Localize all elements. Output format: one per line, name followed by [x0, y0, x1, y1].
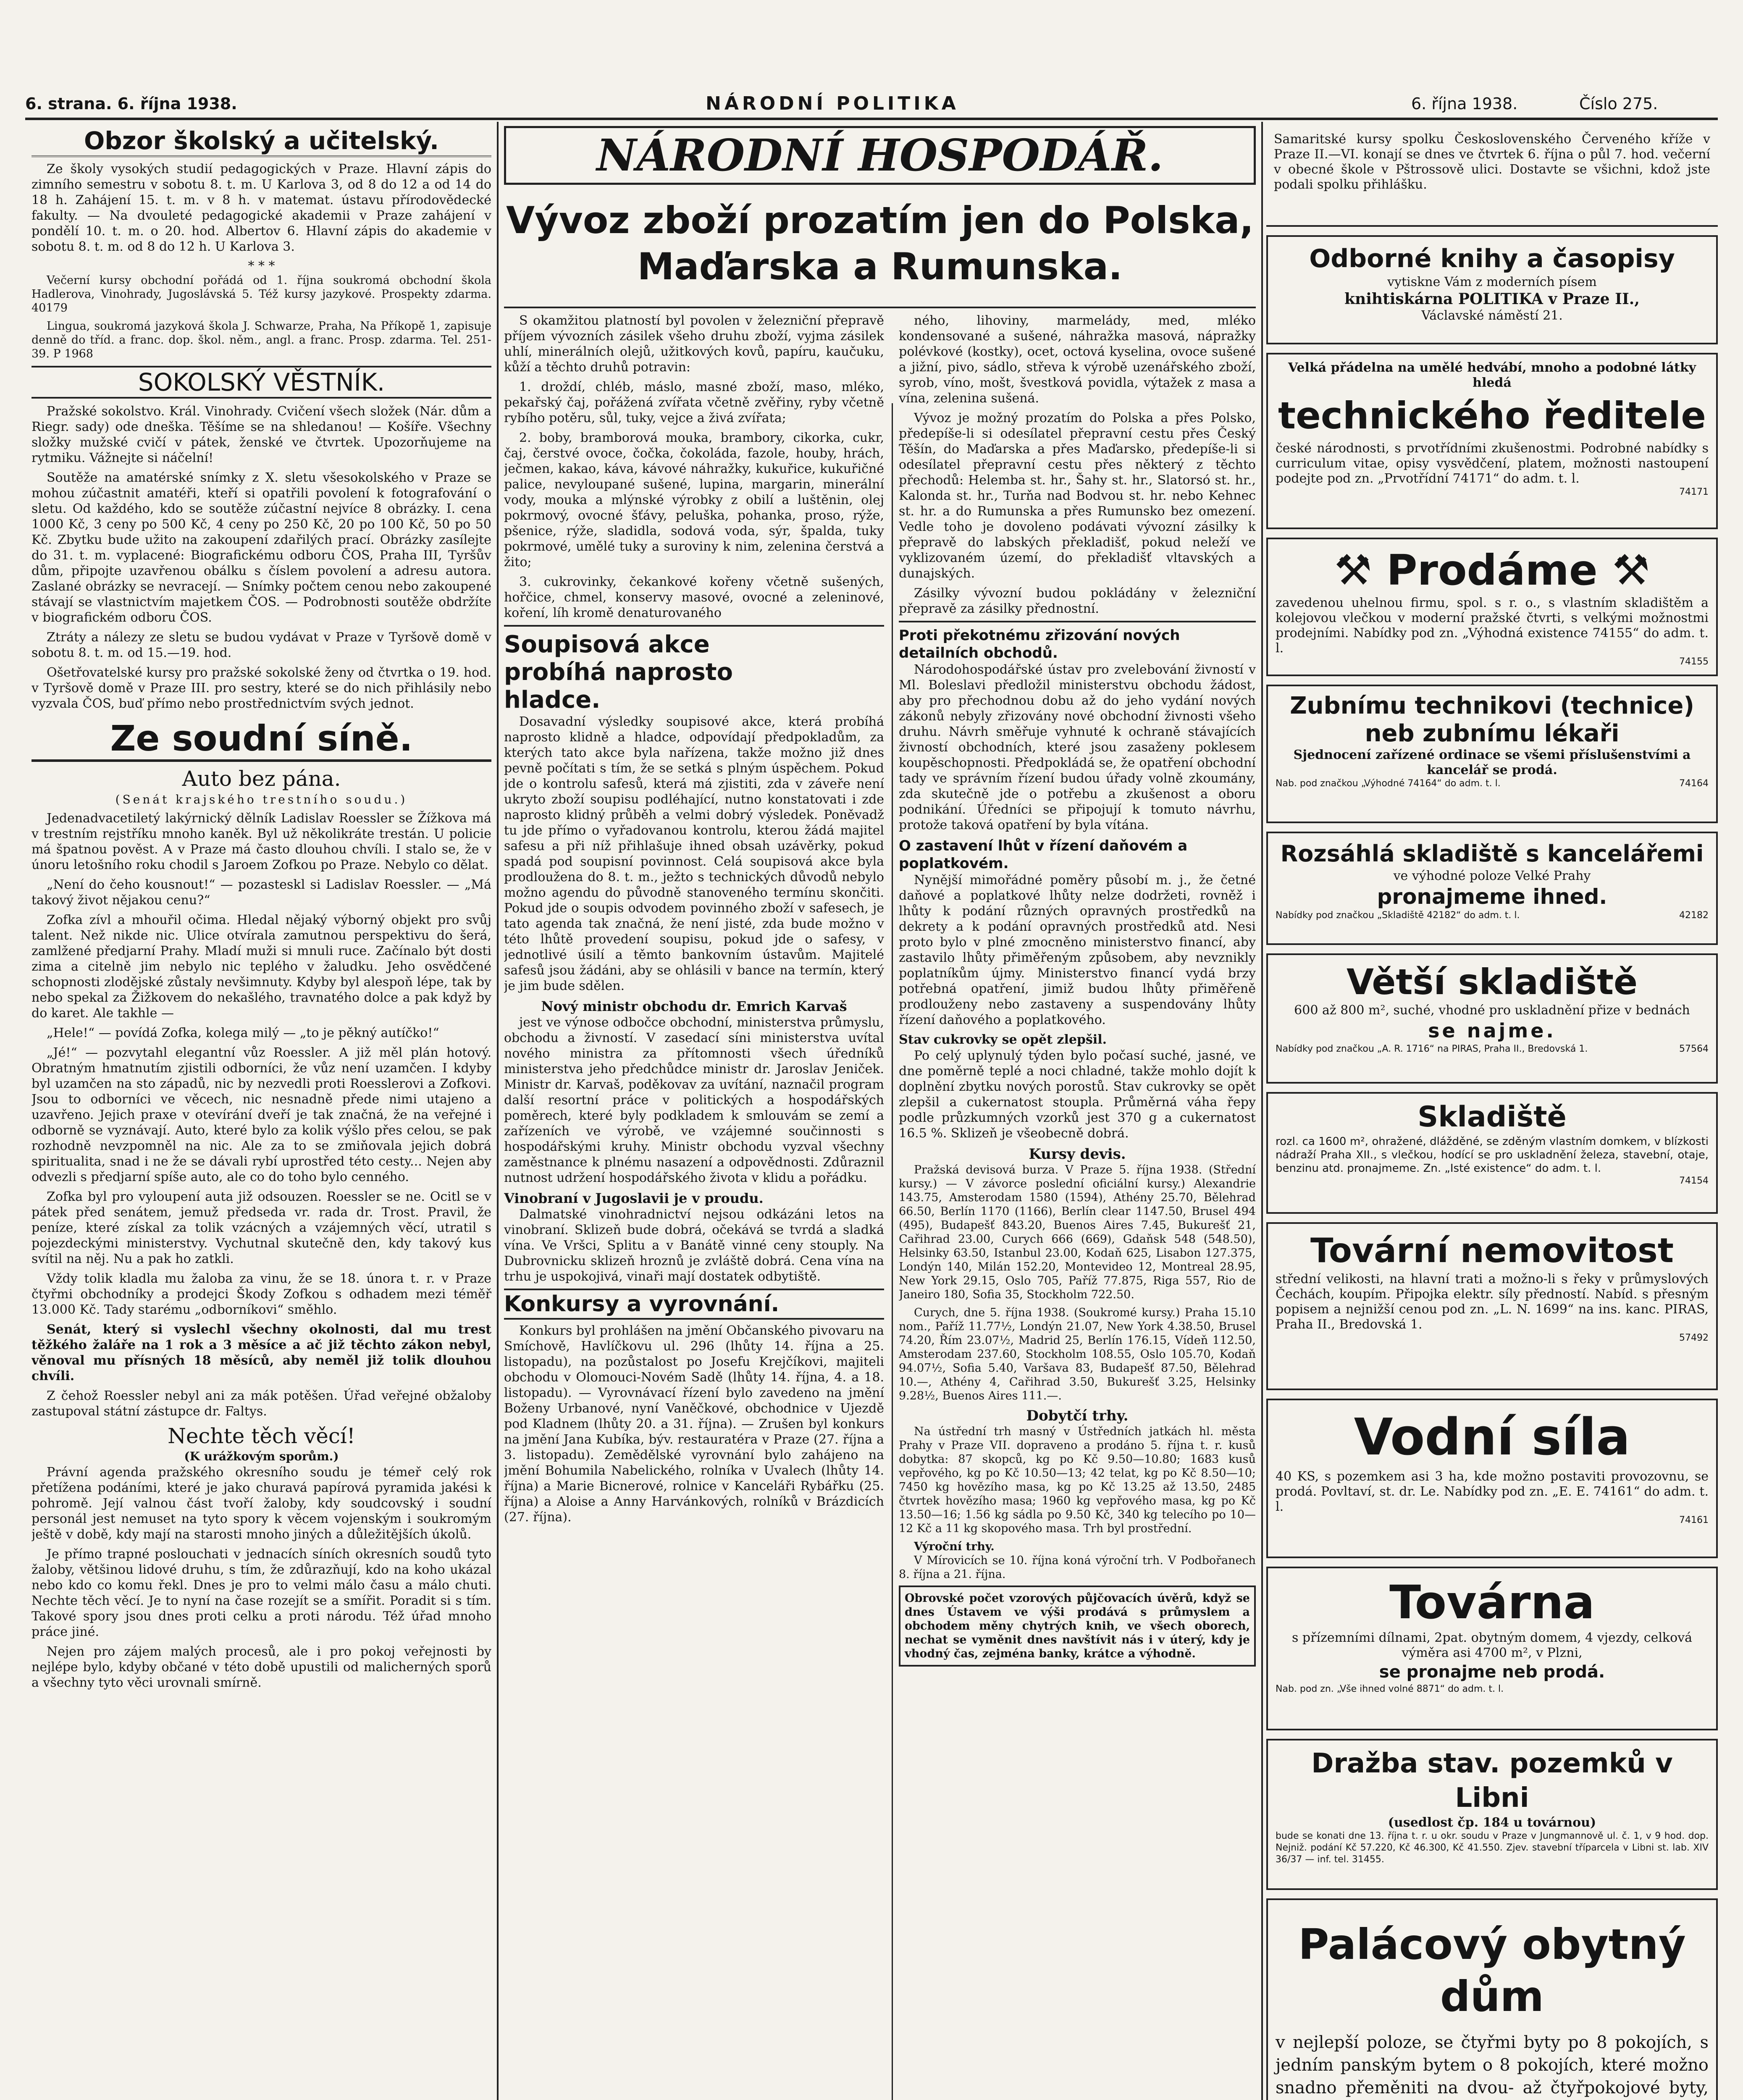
prodame-label: Prodáme: [1386, 546, 1598, 595]
school-text: Ze školy vysokých studií pedagogických v Praze. Hlavní zápis do zimního semestru v sobotu 8. t. m. U Karlova 3, od 8 do 12 a od 14 do 18 h. Zahájení 15. t. m. v 8 h. v matemat. ústavu přírodovědecké fakulty. — Na dvouleté pedagogické akademii v Praze zahájení v pondělí 10. t. m. o 20. hod. Albertov 6. Hlavní zápis do akademie v sobotu 8. t. m. od 8 do 12 h. U Karlova 3.: [32, 162, 491, 254]
sklad2-code: 74154: [1679, 1176, 1709, 1186]
nechte-article-subtitle: (K urážkovým sporům.): [184, 1449, 339, 1463]
tovarna-text: s přízemními dílnami, 2pat. obytným domem, 4 vjezdy, celková výměra asi 4700 m², v Plzni,: [1292, 1630, 1692, 1660]
minister-text: jest ve výnose odbočce obchodní, ministerstva průmyslu, obchodu a živností. V zasedací síni ministerstva uvítal nového ministra za přítomnosti všech úředníků ministerstva jeho předchůdce ministr dr. Jaroslav Jeniček. Ministr dr. Karvaš, poděkovav za uvítání, naznačil program další resortní práce v politických a hospodářských poměrech, které byly podkladem k smlouvám se zemí a zařízeních ve výrobě, ve vzájemné součinnosti s hospodářskými kruhy. Ministr obchodu vyzval všechny zaměstnance k plnému nasazení a odpovědnosti. Zdůraznil nutnost udržení hospodářského života v klidu a pořádku.: [504, 1015, 884, 1185]
sokol-para: Soutěže na amatérské snímky z X. sletu všesokolského v Praze se mohou zúčastnit amatéři, kteří si opatřili povolení k fotografování o sletu. Od každého, kdo se soutěže zúčastní nejvíce 8 obrázky. I. cena 1000 Kč, 3 ceny po 500 Kč, 4 ceny po 250 Kč, 20 po 100 Kč, 50 po 50 Kč. Zbytku bude užito na zakoupení zdařilých prací. Obrázky zasílejte do 31. t. m. vyplacené: Biografickému odboru ČOS, Praha III, Tyršův dům, připojte uzavřenou obálku s číslem povolení a adresu autora. Zaslané obrázky se nevracejí. — Snímky počtem cenou nebo zakoupené stávají se vlastnictvím majetkem ČOS. — Podrobnosti soutěže obdržíte v biografickém odboru ČOS.: [32, 470, 491, 625]
court-section-title: Ze soudní síně.: [32, 717, 491, 762]
hammer-icon: ⚒: [1597, 546, 1650, 595]
divider: [899, 621, 1256, 622]
ad-auction: [1266, 1739, 1718, 1890]
nechte-para: Právní agenda pražského okresního soudu je témeř celý rok přetížena podáními, které je jako churavá papírová pyramida jakési k pohromě. Její valnou část tvoří žaloby, kdy soudcovský i soudní personál jest nemuset na tyto spory k věcem vojenským i soukromým ještě v době, kdy mají na starosti mnoho jiných a důležitějších úkolů.: [32, 1465, 491, 1542]
sklad1-code: 42182: [1679, 910, 1709, 921]
tech-text: české národnosti, s prvotřídními zkušenostmi. Podrobné nabídky s curriculum vitae, opisy vysvědčení, platem, možnosti nastoupení podejte pod zn. „Prvotřídní 74171“ do adm. t. l.: [1276, 441, 1709, 486]
auto-para: Zofka byl pro vyloupení auta již odsouzen. Roessler se ne. Ocitl se v pátek před senátem, jemuž předseda vr. rada dr. Trost. Pravil, že peníze, které získal za tolik vzácných a vzájemných věcí, utratil s pojezdeckými ministerstvy. Vychutnal skutečně den, kdy takový kus svítil na něj. Nu a pak ho zatkli.: [32, 1189, 491, 1266]
zub-big: Zubnímu technikovi (technice) neb zubnímu lékaři: [1290, 692, 1694, 747]
ad-prodame: [1266, 538, 1718, 676]
nechte-para: Je přímo trapné poslouchati v jednacích síních okresních soudů tyto žaloby, většinou lidové druhu, s tím, že zdůrazňují, kdo na koho ukázal nebo kdo co komu řekl. Dnes je pro to velmi málo času a málo chuti. Nechte těch věcí. Je to nyní na čase rozejít se a smířit. Poradit si s tím. Takové spory jsou dnes proti celku a proti národu. Též úřad mnoho práce jiné.: [32, 1547, 491, 1639]
auto-para: Z čehož Roessler nebyl ani za mák potěšen. Úřad veřejné obžaloby zastupoval státní zástupce dr. Faltys.: [32, 1389, 491, 1419]
school-ad-1: Večerní kursy obchodní pořádá od 1. října soukromá obchodní škola Hadlerova, Vinohrady, Jugoslávská 5. Též kursy jazykové. Prospekty zdarma. 40179: [32, 274, 491, 315]
divider: [504, 625, 884, 627]
vodni-code: 74161: [1679, 1515, 1709, 1525]
lead-para: 2. boby, bramborová mouka, brambory, cikorka, cukr, čaj, čerstvé ovoce, čočka, čokoláda, fazole, houby, hrách, ječmen, kakao, káva, kávové náhražky, kukuřice, kukuřičné palice, nevyloupané sušené, lupina, margarin, minerální vody, mouka a mlýnské výrobky z obilí a luštěnin, olej pokrmový, ovocné šťávy, peluška, pohanka, proso, rýže, pšenice, rýže, sladidla, sodová voda, sýr, špalda, tuky pokrmové, umělé tuky a suroviny k nim, zelenina čerstvá a žito;: [504, 430, 884, 570]
trhy-article-title: Dobytčí trhy.: [1026, 1407, 1129, 1424]
school-ad-2: Lingua, soukromá jazyková škola J. Schwarze, Praha, Na Příkopě 1, zapisuje denně do tříd. a franc. dop. škol. něm., angl. a franc. Prosp. zdarma. Tel. 251-39. P 1968: [32, 320, 491, 360]
school-section-title: Obzor školský a učitelský.: [32, 126, 491, 157]
notice-box: [899, 1586, 1256, 1667]
section-header-national-economist: NÁRODNÍ HOSPODÁŘ.: [504, 126, 1256, 185]
soupis-text: Dosavadní výsledky soupisové akce, která probíhá naprosto klidně a hladce, odpovídají předpokladům, za kterých tato akce byla nařízena, takže možno již dnes pevně počítati s tím, že se setká s plným úspěchem. Pokud jde o kontrolu safesů, která má zjistiti, zda v záveře není ukryto zboží soupisu podléhající, nutno konstatovati i zde naprosto klidný průběh a velmi dobrý výsledek. Poněvadž tu jde přímo o vyřadovanou kontrolu, kterou žádá majitel safesu a při níž přihlašuje ihned obsah uzávěrky, pokud spadá pod soupisní povinnost. Celá soupisová akce byla prodloužena do 8. t. m., ježto s technických důvodů nebylo možno agendu do původně stanoveného termínu skončiti. Pokud jde o soupis odvodem povinného zboží v safesech, je tato agenda tak značná, že není jisté, zda bude možno v této lhůtě provedení soupisu, pokud jde o safesy, v jednotlivé úsilí a těmto bankovním ústavům. Majitelé safesů jsou žádáni, aby se ohlásili v bance na termín, který je jim bude sdělen.: [504, 714, 884, 993]
vetsi-foot: [1276, 1043, 1709, 1055]
wine-text: Dalmatské vinohradnictví nejsou odkázáni letos na vinobraní. Sklizeň bude dobrá, očekává se tvrdá a sladká vína. Ve Vršci, Splitu a v Banátě vinné ceny stouply. Na Dubrovnicku sklizeň hroznů je zvláště dobrá. Cena vína na trhu je uspokojivá, vinaři mají dostatek odbytiště.: [504, 1207, 884, 1284]
sokol-para: Ztráty a nálezy ze sletu se budou vydávat v Praze v Tyršově domě v sobotu 8. t. m. od 15.—19. hod.: [32, 630, 491, 660]
tovarna-mid: se pronajme neb prodá.: [1379, 1662, 1605, 1682]
column-rule-1: [497, 122, 499, 2100]
column-rule-2: [892, 403, 893, 2100]
zub-foot-text: Nab. pod značkou „Výhodné 74164“ do adm. t. l.: [1276, 778, 1501, 789]
divider-stars: * * *: [248, 259, 275, 273]
auto-para: Senát, který si vyslechl všechny okolnosti, dal mu trest těžkého žaláře na 1 rok a 3 měsíce a ač již těchto zákon nebyl, věnoval mu přísných 18 měsíců, aby neměl již tolik dlouhou chvíli.: [32, 1322, 491, 1383]
palac-big: Palácový obytný dům: [1298, 1920, 1686, 2021]
ad-factory-property: [1266, 1222, 1718, 1390]
books-line3: Václavské náměstí 21.: [1421, 308, 1563, 323]
proti-text: Národohospodářské ústav pro zvelebování živností v Ml. Boleslavi předložil ministerstvu obchodu žádost, aby pro přechodnou dobu až do jeho vydání nových zákonů nebyly zřizovány nové obchodní živnosti všeho druhu. Návrh směřuje vyhnuté k ochraně stávajících živností obchodních, které jsou zasaženy poklesem koupěschopnosti. Předpokládá se, že opatření obchodní tady ve správním řízení budou úřady volně zkoumány, zda skutečně jde o potřebu a zkušenost a oboru podnikání. Úředníci se připojují k tomuto návrhu, protože taková opatření by byla vítána.: [899, 662, 1256, 832]
trhy-text: Na ústřední trh masný v Ústředních jatkách hl. města Prahy v Praze VII. dopraveno a prodáno 5. října t. r. kusů dobytka: 87 skopců, kg po Kč 9.50—10.80; 1683 kusů vepřového, kg po Kč 10.50—13; 42 telat, kg po Kč 8.50—10; 7450 kg hovězího masa, kg po Kč 13.25 až 13.50, 2485 čtvrtek hovězího masa; 1960 kg vepřového masa, kg po Kč 13.50—16; 1.56 kg sádla po 9.50 Kč, 340 kg telecího po 10—12 Kč a 11 kg skopového masa. Trh byl prostřední.: [899, 1425, 1256, 1535]
konkursy-article-title: Konkursy a vyrovnání.: [504, 1289, 884, 1320]
sklad2-text: rozl. ca 1600 m², ohražené, dlážděné, se zděným vlastním domkem, v blízkosti nádraží Praha XII., s vlečkou, hodící se pro uskladnění železa, stavební, otaje, benzinu atd. pronajmeme. Zn. „Isté existence“ do adm. t. l.: [1276, 1135, 1709, 1175]
nechte-article-title: Nechte těch věcí!: [168, 1424, 355, 1448]
prodame-code: 74155: [1679, 656, 1709, 667]
konkursy-text: Konkurs byl prohlášen na jmění Občanského pivovaru na Smíchově, Havlíčkovu ul. 296 (lhůty 14. října a 25. listopadu), na pozůstalost po Josefu Krejčíkovi, majiteli obchodu v Olomouci-Novém Sadě (lhůty 14. října, 4. a 18. listopadu). — Vyrovnávací řízení bylo zavedeno na jmění Boženy Urbanové, nyní Vaněčkové, obchodnice v Ujezdě pod Kladnem (lhůty 20. a 31. října). — Zrušen byl konkurs na jmění Jana Kubíka, býv. restauratéra v Praze (27. října a 3. listopadu). Zemědělské vyrovnání bylo zahájeno na jmění Bohumila Nabelického, rolníka v Uvalech (lhůty 14. října) a Marie Bicnerové, rolnice v Kanceláři Rybářku (25. října) a Aloise a Anny Harvánkových, rolníků v Brázdicích (27. října).: [504, 1323, 884, 1525]
lead-para: ného, lihoviny, marmelády, med, mléko kondensované a sušené, náhražka masová, nápražky polévkové (kostky), ocet, octová kyselina, ovoce sušené a jižní, pivo, sádlo, střeva k výrobě uzenářského zboží, syrob, víno, mošt, švestková povidla, výtažek z masa a vína, zelenina sušená.: [899, 313, 1256, 406]
auto-para: „Hele!“ — povídá Zofka, kolega milý — „to je pěkný autíčko!“: [47, 1026, 439, 1040]
samaritan-text: Samaritské kursy spolku Československého Červeného kříže v Praze II.—VI. konají se dnes ve čtvrtek 6. října o půl 7. hod. večerní v obecné škole v Pštrossově ulici. Dostavte se všichni, kdož jste podali spolku přihlášku.: [1274, 132, 1710, 192]
vetsi-code: 57564: [1679, 1044, 1709, 1054]
books-line1: vytiskne Vám z moderních písem: [1387, 275, 1597, 289]
vetsi-foot-text: Nabídky pod značkou „A. R. 1716“ na PIRAS, Praha II., Bredovská 1.: [1276, 1044, 1588, 1054]
issue-date: 6. října 1938.: [1411, 94, 1518, 113]
sklad1-foot-text: Nabídky pod značkou „Skladiště 42182“ do adm. t. l.: [1276, 910, 1520, 921]
column-3: [899, 313, 1256, 2100]
zub-text: Sjednocení zařízené ordinace se všemi příslušenstvími a kancelář se prodá.: [1293, 748, 1691, 777]
auto-para: Vždy tolik kladla mu žaloba za vinu, že se 18. února t. r. v Praze čtyřmi obchodníky a prodejci Škody Zofkou s odhadem mezi téměř 13.000 Kč. Tady starému „odborníkovi“ směhlo.: [32, 1271, 491, 1317]
lead-para: S okamžitou platností byl povolen v železniční přepravě příjem vývozních zásilek všeho druhu zboží, vyjma zásilek uhlí, minerálních olejů, užitkových kovů, papíru, kaučuku, kůží a těchto druhů potravin:: [504, 313, 884, 375]
zub-foot: [1276, 778, 1709, 790]
ad-palace-house: [1266, 1898, 1718, 2100]
prodame-big: [1276, 545, 1709, 596]
newspaper-title: NÁRODNÍ POLITIKA: [706, 93, 959, 114]
drazba-text: bude se konati dne 13. října t. r. u okr. soudu v Praze v Jungmannově ul. č. 1, v 9 hod. dop. Nejniž. podání Kč 57.220, Kč 46.300, Kč 41.550. Zjev. stavební tříparcela v Libni st. lab. XIV 36/37 — inf. tel. 31455.: [1276, 1831, 1709, 1865]
minister-article-title: Nový ministr obchodu dr. Emrich Karvaš: [541, 998, 847, 1014]
zastaveni-text: Nynější mimořádné poměry působí m. j., že četné daňové a poplatkové lhůty nelze dodržeti, rovněž i lhůty k podání různých opravných prostředků na dekrety a k podání opravných prostředků atd. Nesi proto bylo v plné zmocněno ministerstvo financí, aby zastavilo lhůty přiměřeným způsobem, aby nevznikly poplatníkům újmy. Ministerstvo financí vydá brzy potřebná opatření, jimiž budou lhůty přiměřeně prodlouženy nebo zastaveny a suspendovány lhůty řízení daňového a poplatkového.: [899, 873, 1256, 1027]
books-line2: knihtiskárna POLITIKA v Praze II.,: [1344, 290, 1640, 308]
sokol-para: Ošetřovatelské kursy pro pražské sokolské ženy od čtvrtka o 19. hod. v Tyršově domě v Praze III. pro sestry, které se do nich přihlásily nebo vyzvala ČOS, buď přímo nebo prostřednictvím svých jednot.: [32, 665, 491, 711]
proti-article-title: Proti překotnému zřizování nových detailních obchodů.: [899, 627, 1180, 662]
ad-samaritan: [1266, 126, 1718, 227]
ad-water-power: [1266, 1399, 1718, 1558]
auto-para: Zofka zívl a mhouřil očima. Hledal nějaký výborný objekt pro svůj talent. Než nikde nic. Ulice otvírala zamutnou perspektivu do šerá, zamlžené předjarní Prahy. Mladí muži si mnuli ruce. Začínalo být dosti zima a citelně jim nebylo nic teplého v žaludku. Jeho osvědčené schopnosti zlodějské zůstaly nevšimnuty. Kdyby byl alespoň lépe, tak by nebo spekal za Žižkovem do nekašlého, travnatého dolce a pak když by do karet. Ale takhle —: [32, 913, 491, 1021]
kursy-article-title: Kursy devis.: [1029, 1146, 1126, 1163]
tovarni-big: Tovární nemovitost: [1310, 1231, 1674, 1270]
tovarni-text: střední velikosti, na hlavní trati a možno-li s řeky v průmyslových Čechách, koupím. Připojka elektr. síly předností. Nabíd. s přesným popisem a nejnižší cenou pod zn. „L. N. 1699“ na ins. kanc. PIRAS, Praha II., Bredovská 1.: [1276, 1272, 1709, 1332]
notice-text: Obrovské počet vzorových půjčovacích úvěrů, když se dnes Ústavem ve výši prodává s průmyslem a obchodem měny chytrých knih, ve všech oborech, nechat se vyměnit dnes navštívit nás i v úterý, kdy je vhodný čas, zejména banky, krátce a výhodně.: [905, 1592, 1250, 1660]
ad-factory: [1266, 1567, 1718, 1730]
column-2: [504, 313, 884, 2100]
curych-text: Curych, dne 5. října 1938. (Soukromé kursy.) Praha 15.10 nom., Paříž 11.77½, Londýn 21.07, New York 4.38.50, Brusel 74.20, Řím 23.07½, Madrid 25, Berlín 176.15, Vídeň 112.50, Amsterodam 237.60, Stockholm 108.55, Oslo 105.70, Kodaň 94.07½, Sofia 5.40, Varšava 83, Budapešť 87.50, Bělehrad 10.—, Athény 4, Cařihrad 3.50, Bukurešť 3.25, Helsinky 9.28½, Buenos Aires 111.—.: [899, 1306, 1256, 1402]
tech-big: technického ředitele: [1278, 394, 1706, 437]
auto-para: „Není do čeho kousnout!“ — pozasteskl si Ladislav Roessler. — „Má takový život nějakou cenu?“: [32, 877, 491, 908]
masthead-rule: [25, 118, 1718, 120]
prodame-text: zavedenou uhelnou firmu, spol. s r. o., s vlastním skladištěm a kolejovou vlečkou v moderní pražské čtvrti, s velkými možnostmi prodejními. Nabídky pod zn. „Výhodná existence 74155“ do adm. t. l.: [1276, 596, 1709, 656]
lead-para: 3. cukrovinky, čekankové kořeny včetně sušených, hořčice, chmel, konservy masové, ovocné a zeleninové, koření, líh kromě denaturovaného: [504, 575, 884, 620]
ad-larger-warehouse: [1266, 953, 1718, 1084]
sklad1-foot: [1276, 910, 1709, 921]
vetsi-mid: se najme.: [1428, 1019, 1556, 1042]
lead-para: 1. droždí, chléb, máslo, masné zboží, maso, mléko, pekařský čaj, pořážená zvířata včetně zvěřiny, ryby včetně rybího potěru, sůl, tuky, vejce a živá zvířata;: [504, 380, 884, 425]
ad-warehouse-2: [1266, 1092, 1718, 1214]
sklad1-mid: pronajmeme ihned.: [1377, 885, 1607, 909]
column-1: [32, 126, 491, 2100]
auto-article-title: Auto bez pána.: [182, 766, 341, 791]
tovarni-code: 57492: [1679, 1333, 1709, 1343]
auto-article-subtitle: (Senát krajského trestního soudu.): [115, 793, 408, 806]
palac-text: v nejlepší poloze, se čtyřmi byty po 8 pokojích, s jedním panským bytem o 8 pokojích, které možno snadno přeměniti na dvou- až čtyřpokojové byty,: [1276, 2033, 1709, 2097]
hammer-icon: ⚒: [1334, 546, 1387, 595]
sugar-article-title: Stav cukrovky se opět zlepšil.: [899, 1032, 1107, 1047]
zastaveni-article-title: O zastavení lhůt v řízení daňovém a poplatkovém.: [899, 837, 1188, 872]
sklad2-big: Skladiště: [1418, 1100, 1567, 1134]
vyroc-title: Výroční trhy.: [914, 1540, 995, 1553]
sklad1-text: ve výhodné poloze Velké Prahy: [1393, 869, 1591, 883]
issue-number: Číslo 275.: [1579, 94, 1658, 113]
lead-para: Vývoz je možný prozatím do Polska a přes Polsko, předepíše-li si odesílatel přepravní cestu přes Český Těšín, do Maďarska a přes Maďarsko, předepíše-li si odesílatel přepravní cestu přes některý z těchto přechodů: Helemba st. hr., Šahy st. hr., Slatorsó st. hr., Kalonda st. hr., Turňa nad Bodvou st. hr. nebo Kehnec st. hr. a do Rumunska a přes Rumunsko bez omezení. Vedle toho je dovoleno podávati vývozní zásilky k přepravě do labských překladišť, pokud neleží ve vyklizovaném území, do překladišť vltavských a dunajských.: [899, 411, 1256, 581]
ad-books: [1266, 235, 1718, 344]
books-title: Odborné knihy a časopisy: [1309, 244, 1675, 273]
drazba-sub: (usedlost čp. 184 u továrnou): [1388, 1815, 1596, 1830]
sokol-para: Pražské sokolstvo. Král. Vinohrady. Cvičení všech složek (Nár. dům a Riegr. sady) ode dneška. Těšíme se na shledanou! — Košíře. Všechny složky mužské cvičí v pátek, ženské ve čtvrtek. Upozorňujeme na rytmiku. Vážnejte si náčelní!: [32, 404, 491, 465]
auto-para: Jedenadvacetiletý lakýrnický dělník Ladislav Roessler se Žížkova má v trestním rejstříku mnoho kaněk. Byl už několikráte trestán. U policie má špatnou pověst. A v Praze má často dlouhou chvíli. I stalo se, že v únoru letošního roku chodil s Jaroem Zofkou po Praze. Nebylo co dělat.: [32, 811, 491, 872]
ad-technical-director: [1266, 353, 1718, 529]
wine-article-title: Vinobraní v Jugoslavii je v proudu.: [504, 1190, 764, 1206]
ad-dental: [1266, 685, 1718, 823]
column-rule-3: [1261, 122, 1263, 2100]
sokol-section-title: SOKOLSKÝ VĚSTNÍK.: [32, 366, 491, 399]
sklad1-big: Rozsáhlá skladiště s kancelářemi: [1280, 840, 1704, 867]
drazba-big: Dražba stav. pozemků v Libni: [1311, 1748, 1673, 1814]
vodni-big: Vodní síla: [1354, 1408, 1630, 1467]
lead-title-rule: [504, 307, 1256, 308]
tovarna-foot: Nab. pod zn. „Vše ihned volné 8871“ do adm. t. l.: [1276, 1684, 1504, 1694]
vodni-text: 40 KS, s pozemkem asi 3 ha, kde možno postaviti provozovnu, se prodá. Povltaví, st. dr. Le. Nabídky pod zn. „E. E. 74161“ do adm. t. l.: [1276, 1469, 1709, 1514]
page-number: 6. strana. 6. října 1938.: [25, 94, 237, 113]
auto-para: „Jé!“ — pozvytahl elegantní vůz Roessler. A již měl plán hotový. Obratným hmatnutím zjistili odborníci, že vůz není uzamčen. I kdyby byl uzamčen na sto západů, nic by nezvedli proti Roesslerovi a Zofkovi. Jsou to odborníci ve věcech, nic nesnadně přede nimi utajeno a uzavřeno. Jejich praxe v otevírání dveří je tak značná, že na veřejné i odborně se vyznávají. Auto, které bylo za kolik výšlo přes celou, se pak rozhodně nevzpomněl na nic. Ale za to se zmiňovala jejich dobrá spiritualita, snad i ne že se dávali rybí uprostřed této cesty... Nejen aby odvezli s předjarní spíše auto, ale co do toho bylo cenného.: [32, 1045, 491, 1184]
vetsi-text: 600 až 800 m², suché, vhodné pro uskladnění přize v bednách: [1294, 1003, 1690, 1018]
masthead: [25, 90, 1718, 120]
tech-code: 74171: [1679, 487, 1709, 497]
ad-warehouse-offices: [1266, 832, 1718, 945]
lead-article-title: Vývoz zboží prozatím jen do Polska, Maďarska a Rumunska.: [506, 199, 1254, 288]
nechte-para: Nejen pro zájem malých procesů, ale i pro pokoj veřejnosti by nejlépe bylo, kdyby občané v této době upustili od malicherných sporů a všechny tyto věci urovnali smírně.: [32, 1644, 491, 1690]
vetsi-big: Větší skladiště: [1347, 961, 1638, 1003]
tovarna-big: Továrna: [1389, 1575, 1595, 1629]
soupis-article-title: Soupisová akce probíhá naprosto hladce.: [504, 631, 733, 714]
sugar-text: Po celý uplynulý týden bylo počasí suché, jasné, ve dne poměrně teplé a noci chladné, takže mohlo dojít k doplnění zbytku nových porostů. Stav cukrovky se opět zlepšil a cukernatost stoupla. Průměrná váha řepy podle průzkumných vzorků jest 370 g a cukernatost 16.5 %. Sklizeň je všeobecně dobrá.: [899, 1048, 1256, 1141]
tech-pre: Velká přádelna na umělé hedvábí, mnoho a podobné látky hledá: [1288, 360, 1696, 390]
kursy-text: Pražská devisová burza. V Praze 5. října 1938. (Střední kursy.) — V závorce poslední oficiální kursy.) Alexandrie 143.75, Amsterodam 1580 (1594), Athény 25.70, Bělehrad 66.50, Berlín 1170 (1166), Berlín clear 1147.50, Brusel 494 (495), Budapešť 843.20, Buenos Aires 7.45, Bukurešť 21, Cařihrad 23.00, Curych 666 (669), Gdaňsk 548 (548.50), Helsinky 63.50, Istanbul 23.00, Kodaň 625, Lisabon 127.375, Londýn 140, Milán 152.20, Montevideo 12, Montreal 28.95, New York 29.15, Oslo 705, Paříž 77.875, Riga 557, Rio de Janeiro 180, Sofia 35, Stockholm 722.50.: [899, 1163, 1256, 1301]
vyroc-text: V Mírovicích se 10. října koná výroční trh. V Podbořanech 8. října a 21. října.: [899, 1554, 1256, 1581]
lead-para: Zásilky vývozní budou pokládány v železniční přepravě za zásilky přednostní.: [899, 586, 1256, 616]
zub-code: 74164: [1679, 778, 1709, 789]
